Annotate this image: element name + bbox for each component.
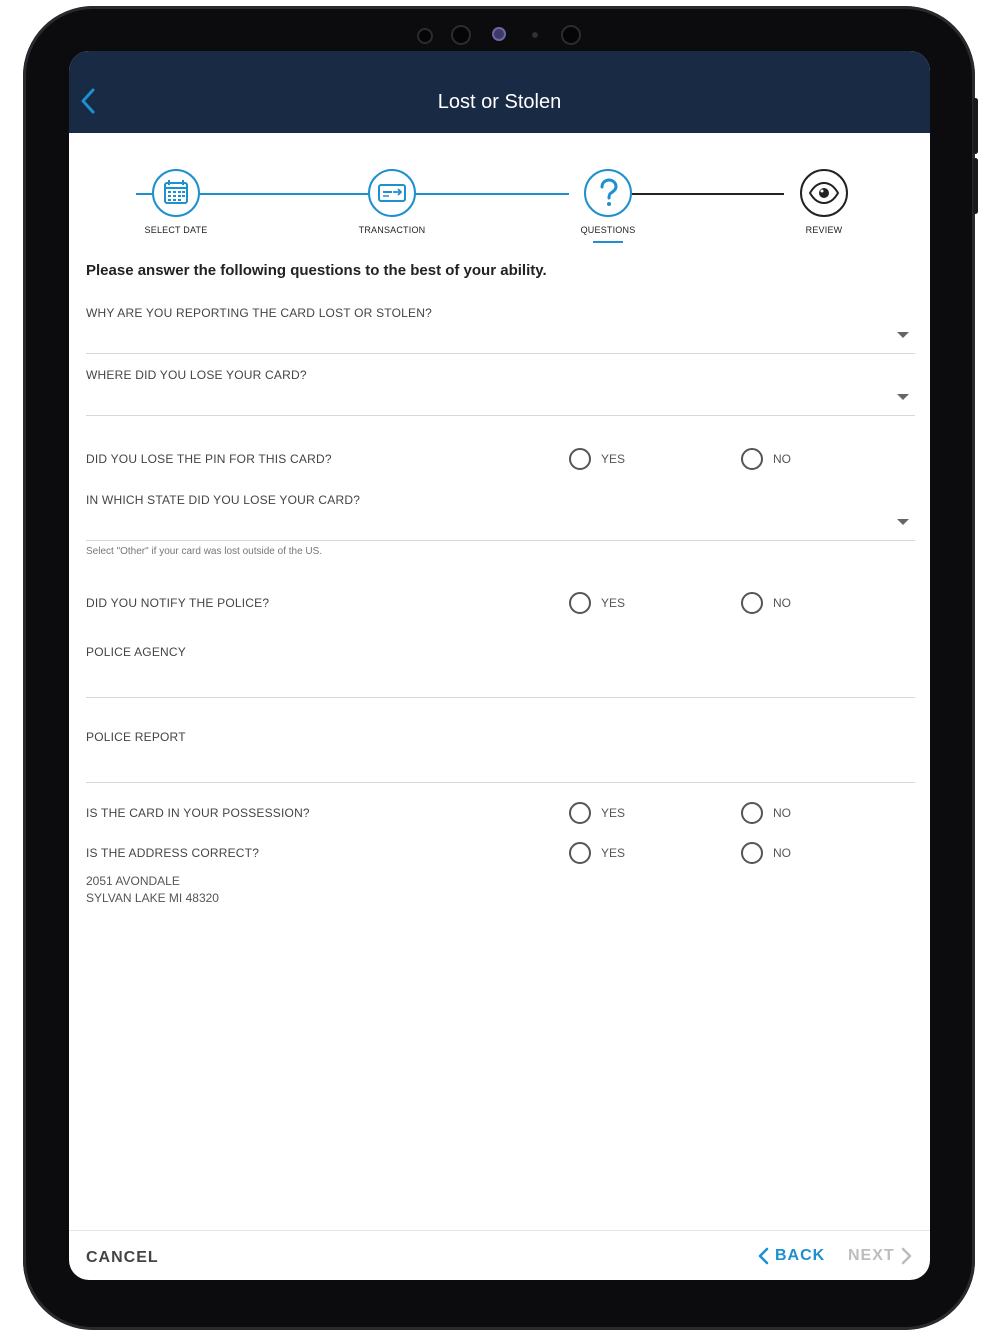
step-label-review: REVIEW — [805, 225, 843, 235]
radio-label: YES — [601, 806, 626, 820]
back-button-label: BACK — [775, 1247, 826, 1264]
page-title: Lost or Stolen — [437, 91, 562, 113]
address-yes-radio[interactable] — [569, 841, 625, 865]
radio-circle[interactable] — [569, 842, 591, 864]
address-no-radio[interactable] — [741, 841, 791, 865]
active-step-indicator — [593, 241, 623, 243]
radio-circle[interactable] — [569, 802, 591, 824]
camera-proximity-icon — [561, 25, 581, 45]
side-button-top — [973, 98, 978, 154]
step-select-date[interactable] — [152, 169, 200, 217]
radio-circle[interactable] — [569, 448, 591, 470]
question-where: WHERE DID YOU LOSE YOUR CARD? — [86, 368, 307, 382]
radio-label: NO — [773, 806, 791, 820]
question-pin: DID YOU LOSE THE PIN FOR THIS CARD? — [86, 452, 332, 466]
step-label-select-date: SELECT DATE — [144, 225, 208, 235]
question-reason: WHY ARE YOU REPORTING THE CARD LOST OR STOLEN? — [86, 306, 432, 320]
step-review[interactable] — [800, 169, 848, 217]
radio-label: YES — [601, 452, 626, 466]
card-transaction-icon — [370, 171, 414, 215]
radio-label: YES — [601, 846, 626, 860]
pin-no-radio[interactable] — [741, 447, 791, 471]
stepper-line-completed — [136, 193, 569, 195]
radio-circle[interactable] — [741, 842, 763, 864]
step-label-questions: QUESTIONS — [580, 225, 636, 235]
police-no-radio[interactable] — [741, 591, 791, 615]
question-address-correct: IS THE ADDRESS CORRECT? — [86, 846, 260, 860]
radio-label: NO — [773, 452, 791, 466]
police-yes-radio[interactable] — [569, 591, 625, 615]
dropdown-where-chevron-down-icon[interactable] — [897, 394, 909, 400]
step-label-transaction: TRANSACTION — [358, 225, 426, 235]
back-button[interactable] — [757, 1247, 825, 1265]
question-icon — [586, 171, 630, 215]
dropdown-state-chevron-down-icon[interactable] — [897, 519, 909, 525]
dropdown-reason-field[interactable] — [86, 353, 915, 354]
radio-circle[interactable] — [569, 592, 591, 614]
dropdown-reason-chevron-down-icon[interactable] — [897, 332, 909, 338]
stepper-line-remaining — [632, 193, 784, 195]
next-button-label: NEXT — [848, 1247, 895, 1264]
possession-yes-radio[interactable] — [569, 801, 625, 825]
police-agency-input[interactable] — [86, 697, 915, 698]
progress-stepper — [69, 161, 930, 251]
police-agency-label: POLICE AGENCY — [86, 645, 186, 659]
radio-label: NO — [773, 596, 791, 610]
chevron-right-icon — [899, 1247, 913, 1265]
ambient-sensor-icon — [532, 32, 538, 38]
radio-circle[interactable] — [741, 448, 763, 470]
police-report-input[interactable] — [86, 782, 915, 783]
eye-icon — [802, 171, 846, 215]
instructions-text: Please answer the following questions to the best of your ability. — [86, 262, 547, 279]
possession-no-radio[interactable] — [741, 801, 791, 825]
radio-label: YES — [601, 596, 626, 610]
police-report-label: POLICE REPORT — [86, 730, 186, 744]
cancel-button[interactable]: CANCEL — [86, 1249, 159, 1266]
address-line-1: 2051 AVONDALE — [86, 874, 180, 888]
chevron-left-icon — [757, 1247, 771, 1265]
camera-main-icon — [492, 27, 506, 41]
app-screen — [69, 51, 930, 1280]
radio-circle[interactable] — [741, 592, 763, 614]
dropdown-state-field[interactable] — [86, 540, 915, 541]
camera-sensor-icon — [417, 28, 433, 44]
radio-label: NO — [773, 846, 791, 860]
nav-header — [69, 51, 930, 133]
next-button[interactable] — [848, 1247, 913, 1265]
calendar-icon — [154, 171, 198, 215]
step-questions[interactable] — [584, 169, 632, 217]
question-state: IN WHICH STATE DID YOU LOSE YOUR CARD? — [86, 493, 361, 507]
question-possession: IS THE CARD IN YOUR POSSESSION? — [86, 806, 310, 820]
step-transaction[interactable] — [368, 169, 416, 217]
dropdown-where-field[interactable] — [86, 415, 915, 416]
camera-lens-icon — [451, 25, 471, 45]
footer-divider — [69, 1230, 930, 1231]
question-police: DID YOU NOTIFY THE POLICE? — [86, 596, 270, 610]
state-hint-text: Select "Other" if your card was lost outside of the US. — [86, 546, 323, 557]
address-line-2: SYLVAN LAKE MI 48320 — [86, 891, 219, 905]
radio-circle[interactable] — [741, 802, 763, 824]
side-button-bottom — [973, 158, 978, 214]
pin-yes-radio[interactable] — [569, 447, 625, 471]
